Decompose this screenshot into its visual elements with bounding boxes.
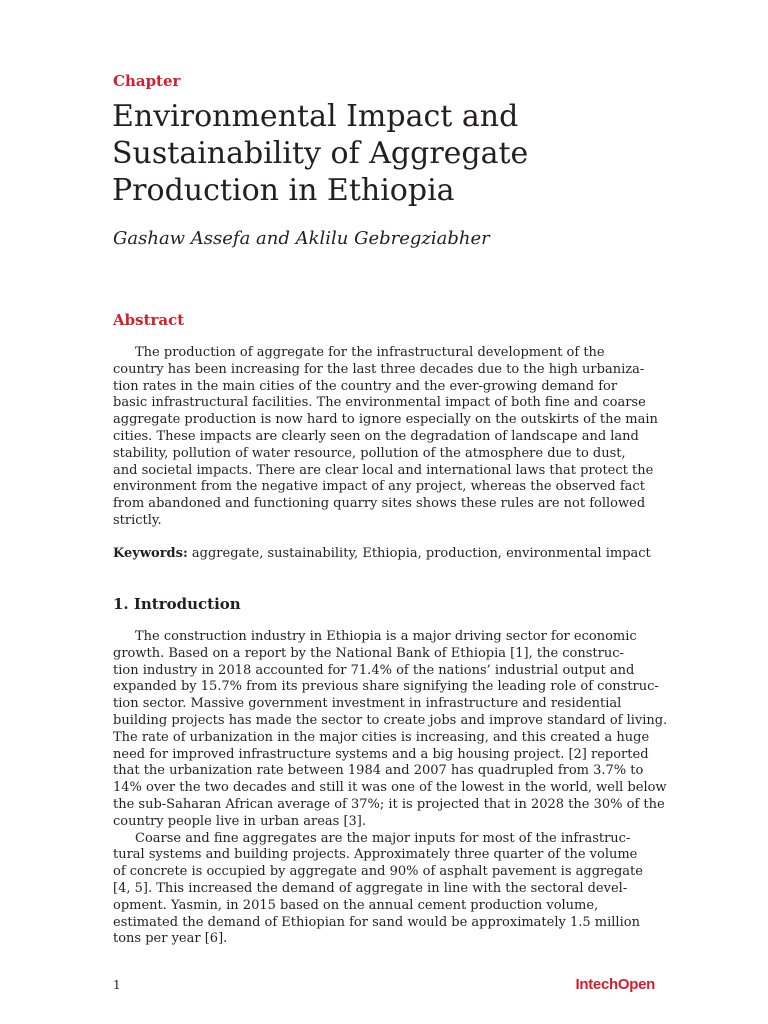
intro-line: estimated the demand of Ethiopian for sand would be approximately 1.5 million: [113, 914, 640, 930]
abstract-line: from abandoned and functioning quarry sites shows these rules are not followed: [113, 496, 646, 512]
keywords-label: Keywords:: [113, 546, 188, 561]
intro-line: that the urbanization rate between 1984 and 2007 has quadrupled from 3.7% to: [113, 763, 644, 779]
introduction-body: [113, 629, 668, 948]
title-line: Production in Ethiopia: [112, 173, 455, 208]
intro-line: growth. Based on a report by the National Bank of Ethiopia [1], the construc-: [113, 645, 624, 661]
intro-line: [4, 5]. This increased the demand of aggregate in line with the sectoral devel-: [113, 880, 628, 896]
intro-line: country people live in urban areas [3].: [113, 813, 366, 829]
intro-line: of concrete is occupied by aggregate and 90% of asphalt pavement is aggregate: [113, 864, 643, 880]
abstract-line: country has been increasing for the last three decades due to the high urbaniza-: [113, 361, 645, 377]
abstract-line: and societal impacts. There are clear local and international laws that protect the: [113, 462, 654, 478]
intro-line: tural systems and building projects. Approximately three quarter of the volume: [113, 847, 638, 863]
title-line: Environmental Impact and: [112, 99, 519, 134]
intro-line: tons per year [6].: [113, 931, 228, 947]
intro-line: opment. Yasmin, in 2015 based on the annual cement production volume,: [113, 897, 599, 913]
intro-line: 14% over the two decades and still it was one of the lowest in the world, well below: [113, 780, 667, 796]
intro-line: The rate of urbanization in the major cities is increasing, and this created a huge: [113, 729, 650, 745]
page-number: 1: [113, 978, 121, 992]
abstract-line: stability, pollution of water resource, pollution of the atmosphere due to dust,: [113, 445, 626, 461]
abstract-line: aggregate production is now hard to ignore especially on the outskirts of the main: [113, 412, 658, 428]
abstract-line: The production of aggregate for the infrastructural development of the: [135, 345, 605, 360]
intro-line: need for improved infrastructure systems and a big housing project. [2] reported: [113, 746, 649, 762]
abstract-line: cities. These impacts are clearly seen on the degradation of landscape and land: [113, 428, 639, 444]
intro-line: tion sector. Massive government investment in infrastructure and residential: [113, 696, 622, 712]
abstract-line: strictly.: [113, 512, 162, 528]
abstract-line: basic infrastructural facilities. The environmental impact of both fine and coarse: [113, 395, 646, 411]
intro-line: expanded by 15.7% from its previous share signifying the leading role of construc-: [113, 679, 659, 695]
abstract-body: [113, 345, 658, 530]
abstract-line: tion rates in the main cities of the country and the ever-growing demand for: [113, 378, 618, 394]
intro-line: building projects has made the sector to create jobs and improve standard of living.: [113, 712, 668, 728]
keywords: [113, 546, 658, 563]
chapter-title: [112, 98, 672, 209]
abstract-heading: Abstract: [113, 311, 185, 329]
title-line: Sustainability of Aggregate: [112, 136, 529, 171]
abstract-line: environment from the negative impact of any project, whereas the observed fact: [113, 479, 645, 495]
intro-line: tion industry in 2018 accounted for 71.4% of the nations’ industrial output and: [113, 662, 635, 678]
intro-line: Coarse and fine aggregates are the major inputs for most of the infrastruc-: [135, 830, 631, 846]
introduction-heading: 1. Introduction: [113, 595, 241, 613]
authors: Gashaw Assefa and Aklilu Gebregziabher: [113, 228, 490, 249]
intro-line: The construction industry in Ethiopia is a major driving sector for economic: [135, 629, 637, 644]
keywords-text: aggregate, sustainability, Ethiopia, production, environmental impact: [187, 546, 651, 561]
chapter-label: Chapter: [113, 72, 181, 90]
publisher-logo: IntechOpen: [575, 976, 655, 993]
intro-line: the sub-Saharan African average of 37%; it is projected that in 2028 the 30% of the: [113, 796, 665, 812]
